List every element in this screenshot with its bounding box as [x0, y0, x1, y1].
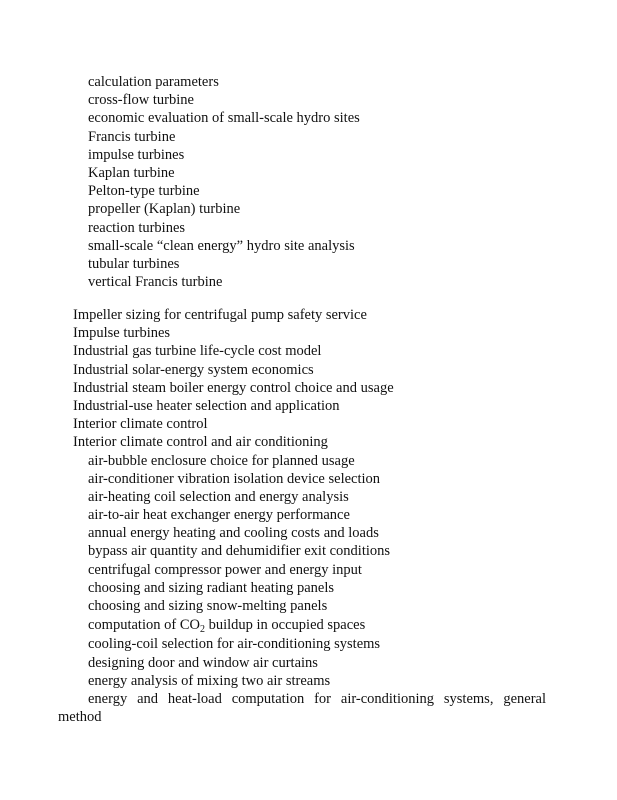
index-subentry: impulse turbines: [88, 146, 185, 163]
index-entry: Impulse turbines: [73, 325, 171, 342]
continued-subentry-list: [73, 73, 546, 291]
index-subentry: reaction turbines: [88, 219, 186, 236]
index-subentry: small-scale “clean energy” hydro site analysis: [88, 237, 355, 254]
index-entry: Industrial gas turbine life-cycle cost model: [73, 343, 322, 360]
index-entry: Interior climate control and air conditioning: [73, 434, 328, 451]
main-entry-list: [58, 306, 546, 726]
index-entry: Industrial steam boiler energy control choice and usage: [73, 379, 394, 396]
index-subentry: Francis turbine: [88, 128, 176, 145]
index-subentry: cooling-coil selection for air-conditioning systems: [88, 636, 381, 653]
index-entry: Impeller sizing for centrifugal pump safety service: [73, 307, 367, 323]
subentry-continuation: method: [58, 709, 102, 726]
index-subentry: annual energy heating and cooling costs and loads: [88, 525, 379, 542]
index-subentry: tubular turbines: [88, 255, 180, 272]
co2-text-before: computation of CO: [88, 617, 200, 634]
index-subentry: Kaplan turbine: [88, 164, 175, 181]
index-subentry: energy analysis of mixing two air streams: [88, 672, 331, 689]
index-entry: Industrial-use heater selection and application: [73, 397, 340, 414]
index-subentry: air-bubble enclosure choice for planned usage: [88, 452, 355, 469]
index-subentry: centrifugal compressor power and energy input: [88, 561, 362, 578]
index-subentry: cross-flow turbine: [88, 92, 194, 109]
index-subentry: air-to-air heat exchanger energy performance: [88, 507, 350, 524]
index-subentry: bypass air quantity and dehumidifier exit conditions: [88, 543, 391, 560]
index-entry: Industrial solar-energy system economics: [73, 361, 314, 378]
index-subentry: Pelton-type turbine: [88, 183, 200, 200]
index-subentry: designing door and window air curtains: [88, 654, 318, 671]
index-subentry: economic evaluation of small-scale hydro sites: [88, 110, 360, 127]
index-entry: Interior climate control: [73, 416, 208, 433]
index-subentry: calculation parameters: [88, 74, 219, 90]
index-subentry: choosing and sizing radiant heating panels: [88, 579, 335, 596]
index-subentry: air-heating coil selection and energy analysis: [88, 488, 349, 505]
co2-subentry: [73, 615, 546, 635]
co2-text-after: buildup in occupied spaces: [204, 617, 366, 634]
index-subentry: choosing and sizing snow-melting panels: [88, 598, 328, 614]
index-subentry: propeller (Kaplan) turbine: [88, 201, 241, 218]
justified-subentry: energy and heat-load computation for air-conditioning systems, general: [88, 690, 546, 707]
index-subentry: vertical Francis turbine: [88, 274, 223, 291]
co2-subscript: 2: [199, 624, 205, 636]
index-subentry: air-conditioner vibration isolation device selection: [88, 470, 381, 487]
